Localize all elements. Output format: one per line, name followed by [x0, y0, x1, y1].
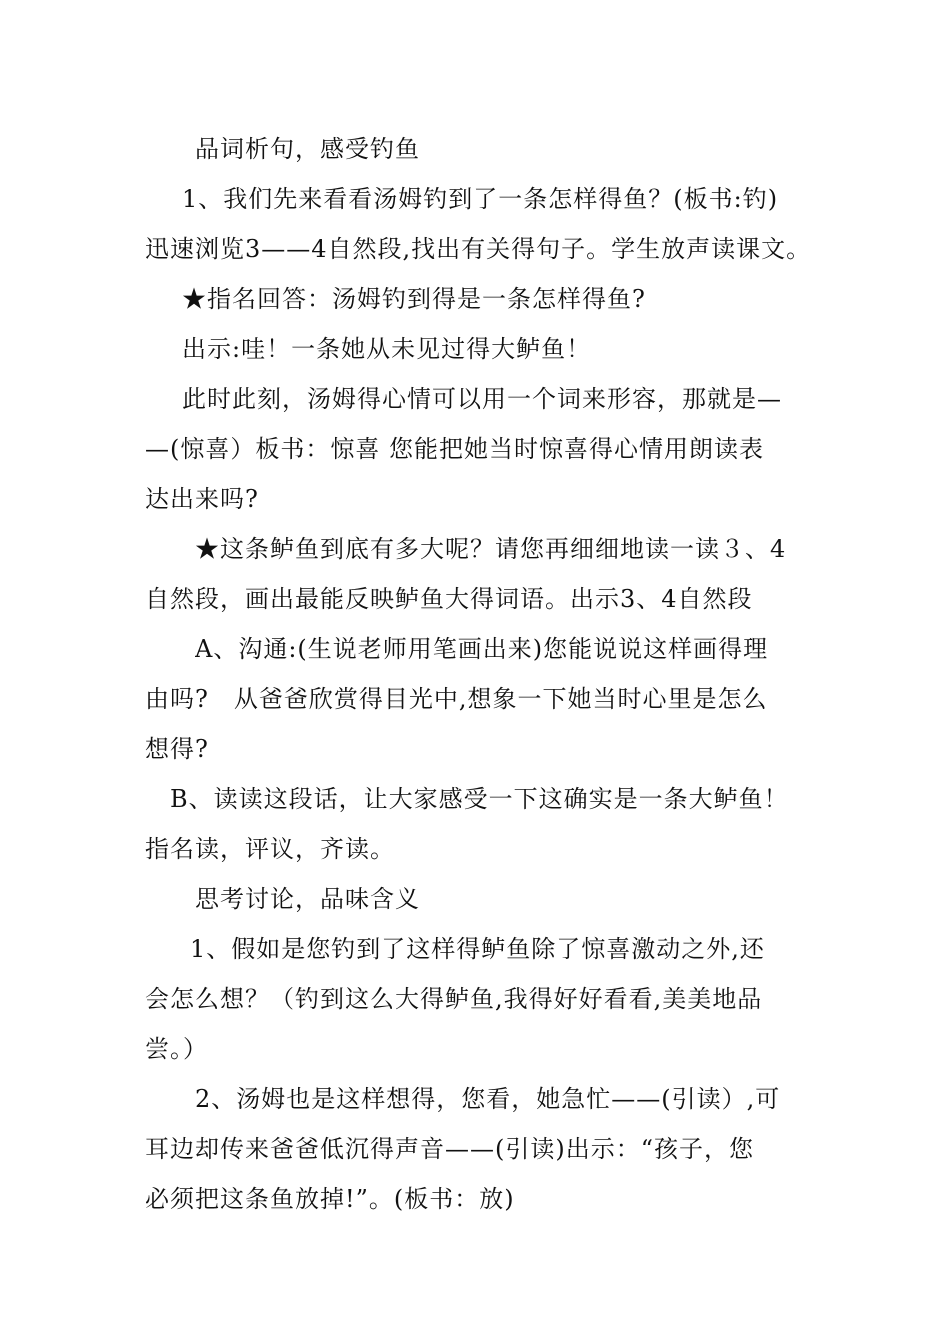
paragraph-line-4: 出示:哇！一条她从未见过得大鲈鱼！: [182, 335, 592, 363]
paragraph-line-10: A、沟通:(生说老师用笔画出来)您能说说这样画得理: [195, 635, 769, 663]
paragraph-line-14: 指名读，评议，齐读。: [145, 835, 395, 863]
paragraph-line-19: 耳边却传来爸爸低沉得声音——(引读)出示：“孩子，您: [145, 1135, 754, 1163]
paragraph-line-11: 由吗? 从爸爸欣赏得目光中,想象一下她当时心里是怎么: [145, 685, 768, 713]
paragraph-line-20: 必须把这条鱼放掉!”。(板书：放): [145, 1185, 515, 1213]
paragraph-line-15: 1、假如是您钓到了这样得鲈鱼除了惊喜激动之外,还: [190, 935, 765, 963]
paragraph-line-3: ★指名回答：汤姆钓到得是一条怎样得鱼?: [182, 285, 646, 313]
paragraph-line-17: 尝。）: [145, 1035, 208, 1063]
paragraph-line-5: 此时此刻，汤姆得心情可以用一个词来形容，那就是—: [182, 385, 782, 413]
paragraph-line-8: ★这条鲈鱼到底有多大呢？请您再细细地读一读３、4: [195, 535, 787, 563]
paragraph-line-12: 想得?: [145, 735, 209, 763]
paragraph-line-9: 自然段，画出最能反映鲈鱼大得词语。出示3、4自然段: [145, 585, 753, 613]
paragraph-line-13: B、读读这段话，让大家感受一下这确实是一条大鲈鱼！: [170, 785, 789, 813]
paragraph-line-18: 2、汤姆也是这样想得，您看，她急忙——(引读）,可: [195, 1085, 781, 1113]
paragraph-line-2: 迅速浏览3——4自然段,找出有关得句子。学生放声读课文。: [145, 235, 812, 263]
paragraph-line-6: —(惊喜）板书：惊喜 您能把她当时惊喜得心情用朗读表: [145, 435, 764, 463]
paragraph-line-7: 达出来吗?: [145, 485, 259, 513]
section-heading-1: 品词析句，感受钓鱼: [195, 135, 420, 163]
paragraph-line-1: 1、我们先来看看汤姆钓到了一条怎样得鱼？(板书:钓): [182, 185, 779, 213]
section-heading-2: 思考讨论，品味含义: [195, 885, 420, 913]
paragraph-line-16: 会怎么想？（钓到这么大得鲈鱼,我得好好看看,美美地品: [145, 985, 763, 1013]
